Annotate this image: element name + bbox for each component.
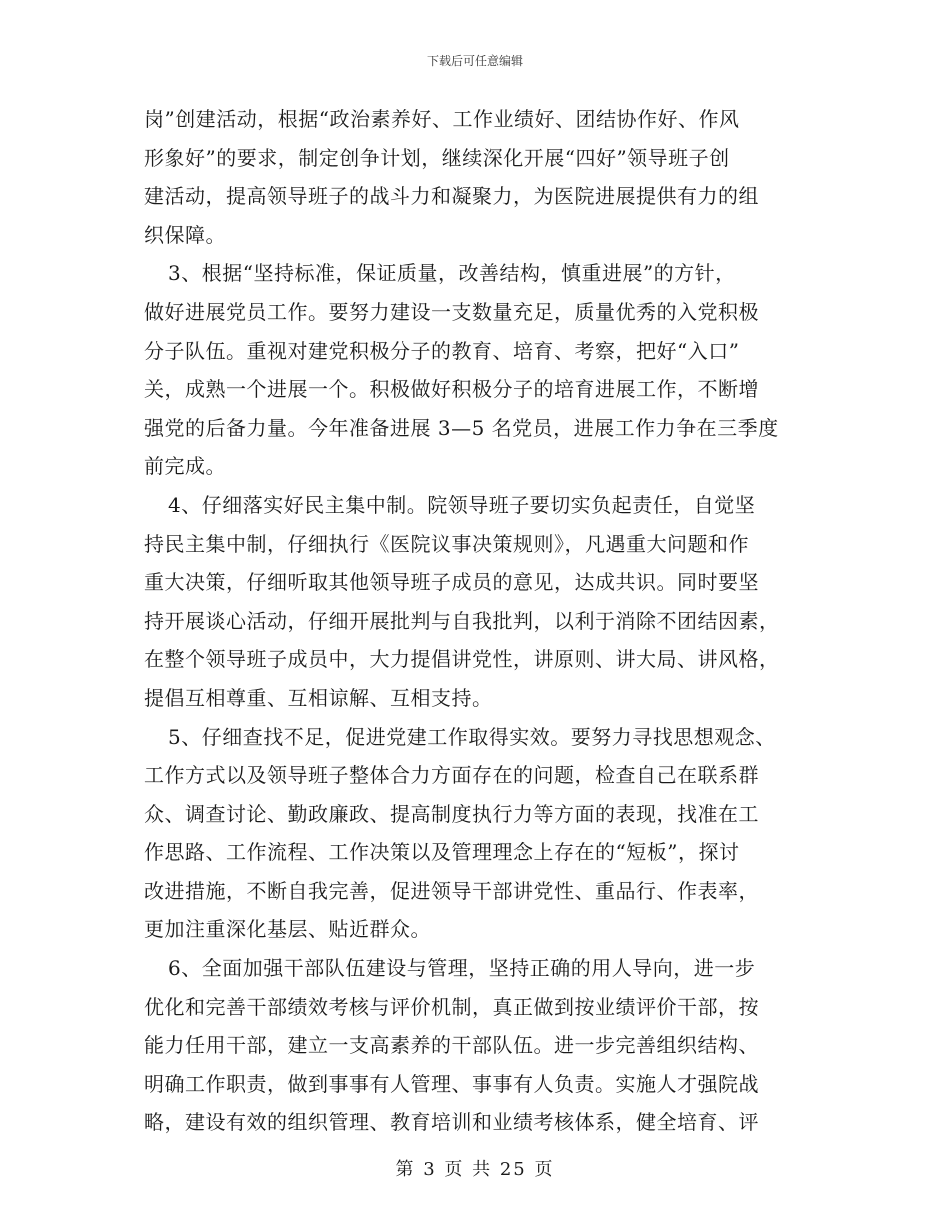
- paragraph-item-6: [144, 949, 824, 1142]
- document-body: [144, 100, 824, 1142]
- text-line: 强党的后备力量。今年准备进展 3—5 名党员，进展工作力争在三季度: [144, 415, 779, 440]
- text-line: 5、仔细查找不足，促进党建工作取得实效。要努力寻找思想观念、: [168, 724, 776, 749]
- text-line: 织保障。: [144, 222, 226, 247]
- text-line: 作思路、工作流程、工作决策以及管理理念上存在的“短板”，探讨: [144, 840, 740, 865]
- text-line: 分子队伍。重视对建党积极分子的教育、培育、考察，把好“入口”: [144, 338, 740, 363]
- text-line: 重大决策，仔细听取其他领导班子成员的意见，达成共识。同时要坚: [144, 570, 759, 595]
- text-line: 3、根据“坚持标准，保证质量，改善结构，慎重进展”的方针，: [168, 261, 736, 286]
- paragraph-item-4: [144, 486, 824, 718]
- text-line: 前完成。: [144, 454, 226, 479]
- text-line: 持民主集中制，仔细执行《医院议事决策规则》，凡遇重大问题和作: [144, 531, 749, 556]
- text-line: 建活动，提高领导班子的战斗力和凝聚力，为医院进展提供有力的组: [144, 184, 759, 209]
- page-header: 下载后可任意编辑: [426, 54, 523, 68]
- text-line: 关，成熟一个进展一个。积极做好积极分子的培育进展工作，不断增: [144, 377, 759, 402]
- text-line: 在整个领导班子成员中，大力提倡讲党性，讲原则、讲大局、讲风格，: [144, 647, 780, 672]
- text-line: 6、全面加强干部队伍建设与管理，坚持正确的用人导向，进一步: [168, 956, 756, 981]
- text-line: 明确工作职责，做到事事有人管理、事事有人负责。实施人才强院战: [144, 1071, 759, 1096]
- text-line: 岗”创建活动，根据“政治素养好、工作业绩好、团结协作好、作风: [144, 107, 740, 131]
- page-number-footer: 第 3 页 共 25 页: [395, 1159, 555, 1180]
- text-line: 改进措施，不断自我完善，促进领导干部讲党性、重品行、作表率，: [144, 878, 759, 903]
- text-line: 众、调查讨论、勤政廉政、提高制度执行力等方面的表现，找准在工: [144, 801, 759, 826]
- text-line: 做好进展党员工作。要努力建设一支数量充足，质量优秀的入党积极: [144, 299, 759, 324]
- text-line: 持开展谈心活动，仔细开展批判与自我批判，以利于消除不团结因素，: [144, 608, 780, 633]
- text-line: 工作方式以及领导班子整体合力方面存在的问题，检查自己在联系群: [144, 763, 759, 788]
- text-line: 更加注重深化基层、贴近群众。: [144, 917, 431, 942]
- text-line: 形象好”的要求，制定创争计划，继续深化开展“四好”领导班子创: [144, 145, 730, 170]
- text-line: 4、仔细落实好民主集中制。院领导班子要切实负起责任，自觉坚: [168, 492, 756, 517]
- text-line: 提倡互相尊重、互相谅解、互相支持。: [144, 685, 493, 710]
- paragraph-item-3: [144, 254, 824, 486]
- text-line: 略，建设有效的组织管理、教育培训和业绩考核体系，健全培育、评: [144, 1110, 759, 1135]
- text-line: 能力任用干部，建立一支高素养的干部队伍。进一步完善组织结构、: [144, 1033, 759, 1058]
- paragraph-continuation: [144, 100, 824, 254]
- paragraph-item-5: [144, 718, 824, 950]
- text-line: 优化和完善干部绩效考核与评价机制，真正做到按业绩评价干部，按: [144, 994, 759, 1019]
